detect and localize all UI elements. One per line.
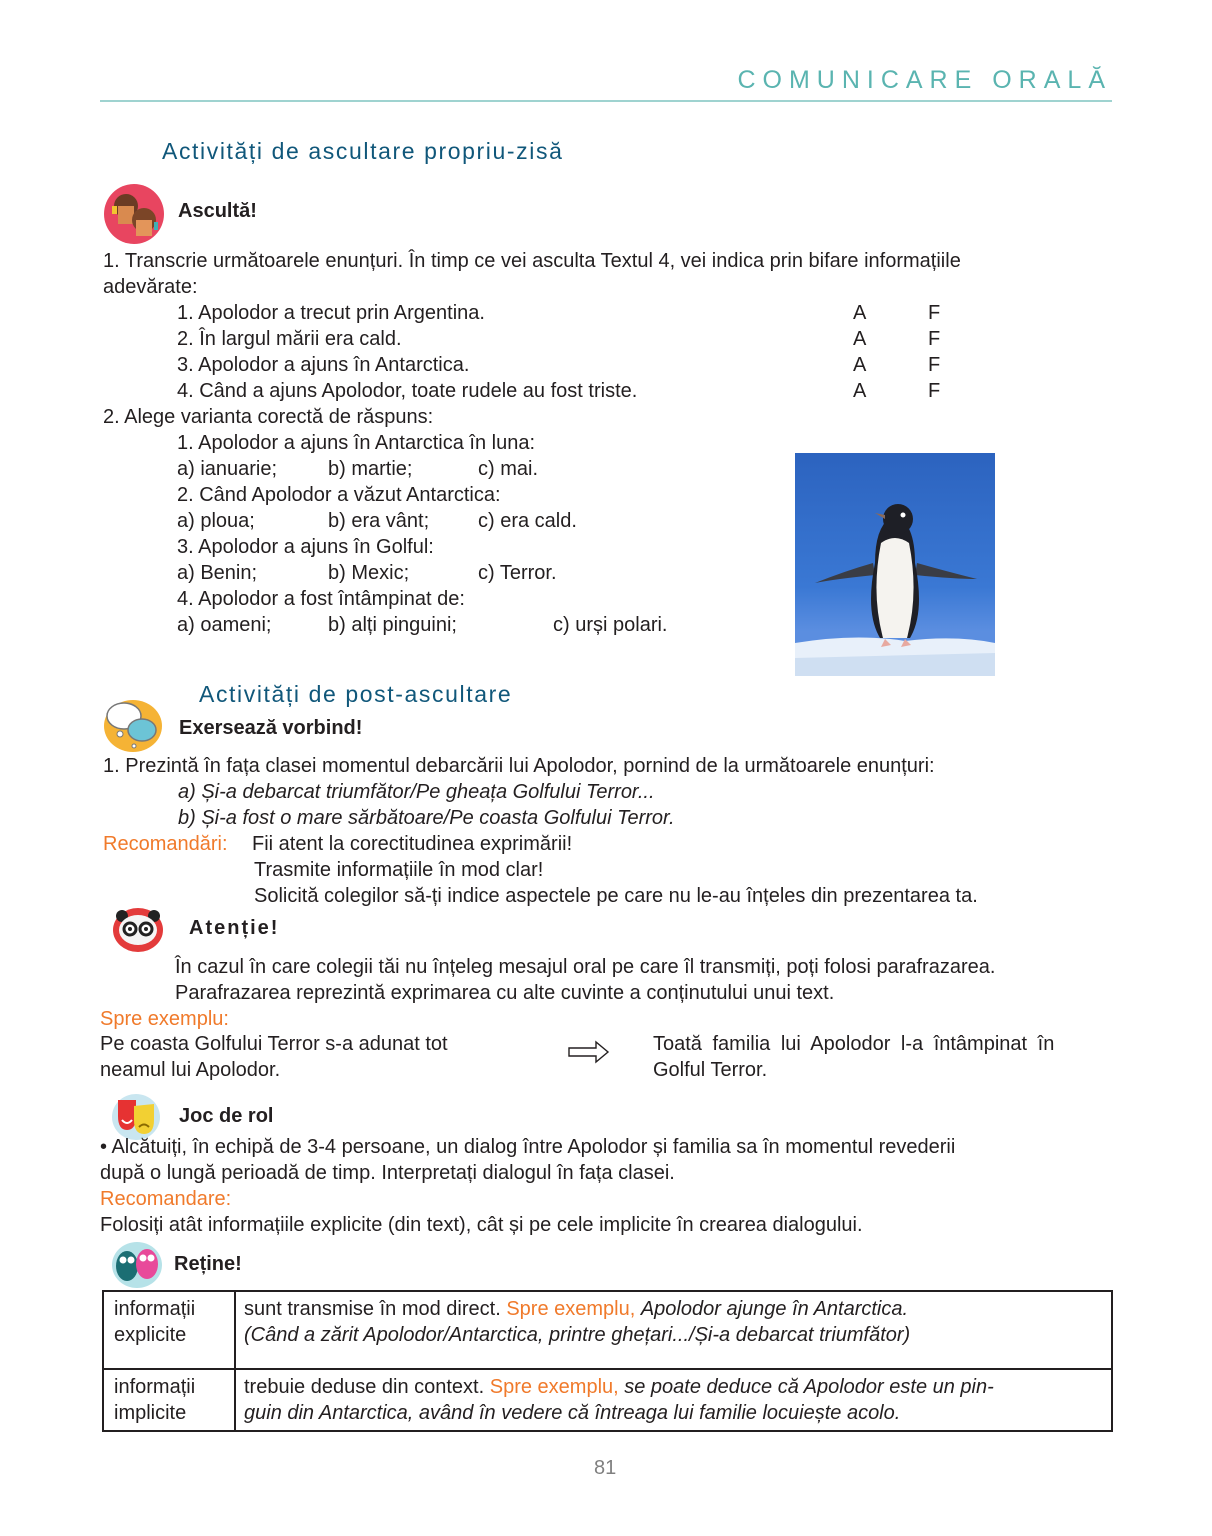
owls-icon bbox=[112, 1242, 162, 1288]
q1-false-option[interactable]: F bbox=[928, 354, 941, 376]
chapter-header: COMUNICARE ORALĂ bbox=[737, 66, 1112, 94]
q1-true-option[interactable]: A bbox=[853, 354, 867, 376]
table-definition bbox=[236, 1370, 1111, 1430]
q2-option-b[interactable]: b) martie; bbox=[328, 458, 413, 480]
q1-statement: 3. Apolodor a ajuns în Antarctica. bbox=[177, 354, 470, 376]
example-original-line2: neamul lui Apolodor. bbox=[100, 1059, 281, 1081]
example-continuation: guin din Antarctica, având în vedere că întreaga lui familie locuiește acolo. bbox=[244, 1402, 901, 1424]
q1-false-option[interactable]: F bbox=[928, 380, 941, 402]
q2-question: 1. Apolodor a ajuns în Antarctica în luna: bbox=[177, 432, 536, 454]
listen-label: Ascultă! bbox=[178, 200, 257, 222]
example-text: Apolodor ajunge în Antarctica. bbox=[640, 1298, 909, 1320]
example-paraphrase-line2: Golful Terror. bbox=[653, 1059, 768, 1081]
thought-bubbles-icon bbox=[104, 700, 162, 752]
roleplay-task-line1: • Alcătuiți, în echipă de 3-4 persoane, un dialog între Apolodor și familia sa în momentul revederii bbox=[100, 1136, 956, 1158]
speak-prompt-a: a) Și-a debarcat triumfător/Pe gheața Golfului Terror... bbox=[178, 781, 655, 803]
table-row bbox=[104, 1368, 1111, 1430]
recommendations-label: Recomandări: bbox=[103, 833, 228, 855]
q2-question: 3. Apolodor a ajuns în Golful: bbox=[177, 536, 434, 558]
example-quotes: (Când a zărit Apolodor/Antarctica, printre ghețari.../Și-a debarcat triumfător) bbox=[244, 1324, 911, 1346]
q1-false-option[interactable]: F bbox=[928, 328, 941, 350]
q2-option-c[interactable]: c) urși polari. bbox=[553, 614, 668, 636]
speak-prompt-b: b) Și-a fost o mare sărbătoare/Pe coasta Golfului Terror. bbox=[178, 807, 675, 829]
q1-instruction-line1: 1. Transcrie următoarele enunțuri. În timp ce vei asculta Textul 4, vei indica prin bifare informațiile bbox=[103, 250, 961, 272]
page-number: 81 bbox=[594, 1457, 617, 1479]
attention-label: Atenție! bbox=[189, 917, 280, 939]
recommendation-item: Fii atent la corectitudinea exprimării! bbox=[252, 833, 573, 855]
speak-task: 1. Prezintă în fața clasei momentul debarcării lui Apolodor, pornind de la următoarele enunțuri: bbox=[103, 755, 935, 777]
panda-glasses-icon bbox=[113, 908, 163, 952]
q2-option-c[interactable]: c) era cald. bbox=[478, 510, 577, 532]
q2-option-b[interactable]: b) alți pinguini; bbox=[328, 614, 457, 636]
speak-label: Exersează vorbind! bbox=[179, 717, 363, 739]
table-term bbox=[104, 1292, 236, 1368]
q2-option-a[interactable]: a) Benin; bbox=[177, 562, 258, 584]
example-original-line1: Pe coasta Golfului Terror s-a adunat tot bbox=[100, 1033, 448, 1055]
q1-instruction-line2: adevărate: bbox=[103, 276, 198, 298]
section-title-post-listening: Activități de post-ascultare bbox=[199, 681, 513, 707]
q1-false-option[interactable]: F bbox=[928, 302, 941, 324]
q1-true-option[interactable]: A bbox=[853, 302, 867, 324]
q2-instruction: 2. Alege varianta corectă de răspuns: bbox=[103, 406, 434, 428]
section-title-listening: Activități de ascultare propriu-zisă bbox=[162, 138, 564, 164]
q1-statement: 1. Apolodor a trecut prin Argentina. bbox=[177, 302, 485, 324]
q2-option-b[interactable]: b) Mexic; bbox=[328, 562, 410, 584]
example-label: Spre exemplu: bbox=[100, 1008, 229, 1030]
q2-question: 4. Apolodor a fost întâmpinat de: bbox=[177, 588, 465, 610]
q1-true-option[interactable]: A bbox=[853, 380, 867, 402]
example-label: Spre exemplu, bbox=[489, 1376, 625, 1398]
term-line2: explicite bbox=[114, 1324, 187, 1346]
info-types-table bbox=[102, 1290, 1113, 1432]
table-definition bbox=[236, 1292, 1111, 1368]
table-term bbox=[104, 1370, 236, 1430]
header-divider bbox=[100, 100, 1112, 102]
term-line2: implicite bbox=[114, 1402, 187, 1424]
definition-text: trebuie deduse din context. bbox=[244, 1376, 490, 1398]
q2-option-a[interactable]: a) ianuarie; bbox=[177, 458, 278, 480]
q1-statement: 2. În largul mării era cald. bbox=[177, 328, 402, 350]
q2-question: 2. Când Apolodor a văzut Antarctica: bbox=[177, 484, 501, 506]
recommendation-item: Trasmite informațiile în mod clar! bbox=[254, 859, 544, 881]
recommendation-text: Folosiți atât informațiile explicite (din text), cât și pe cele implicite în crearea dialogului. bbox=[100, 1214, 863, 1236]
roleplay-label: Joc de rol bbox=[179, 1105, 274, 1127]
q2-option-a[interactable]: a) oameni; bbox=[177, 614, 272, 636]
table-row bbox=[104, 1292, 1111, 1368]
remember-label: Reține! bbox=[174, 1253, 242, 1275]
q2-option-a[interactable]: a) ploua; bbox=[177, 510, 255, 532]
recommendation-label: Recomandare: bbox=[100, 1188, 232, 1210]
q2-option-c[interactable]: c) mai. bbox=[478, 458, 538, 480]
term-line1: informații bbox=[114, 1298, 196, 1320]
definition-text: sunt transmise în mod direct. bbox=[244, 1298, 507, 1320]
attention-text-line2: Parafrazarea reprezintă exprimarea cu alte cuvinte a conținutului unui text. bbox=[175, 982, 835, 1004]
roleplay-task-line2: după o lungă perioadă de timp. Interpretați dialogul în fața clasei. bbox=[100, 1162, 675, 1184]
headphones-kids-icon bbox=[104, 184, 164, 244]
term-line1: informații bbox=[114, 1376, 196, 1398]
example-label: Spre exemplu, bbox=[506, 1298, 641, 1320]
q1-statement: 4. Când a ajuns Apolodor, toate rudele au fost triste. bbox=[177, 380, 638, 402]
q1-true-option[interactable]: A bbox=[853, 328, 867, 350]
q2-option-c[interactable]: c) Terror. bbox=[478, 562, 557, 584]
example-text: se poate deduce că Apolodor este un pin- bbox=[624, 1376, 994, 1398]
attention-text-line1: În cazul în care colegii tăi nu înțeleg mesajul oral pe care îl transmiți, poți folosi parafrazarea. bbox=[175, 956, 996, 978]
example-paraphrase-line1: Toată familia lui Apolodor l-a întâmpinat în bbox=[653, 1033, 1055, 1055]
recommendation-item: Solicită colegilor să-ți indice aspectele pe care nu le-au înțeles din prezentarea ta. bbox=[254, 885, 978, 907]
penguin-image bbox=[795, 453, 995, 676]
q2-option-b[interactable]: b) era vânt; bbox=[328, 510, 430, 532]
arrow-right-icon bbox=[568, 1040, 610, 1064]
